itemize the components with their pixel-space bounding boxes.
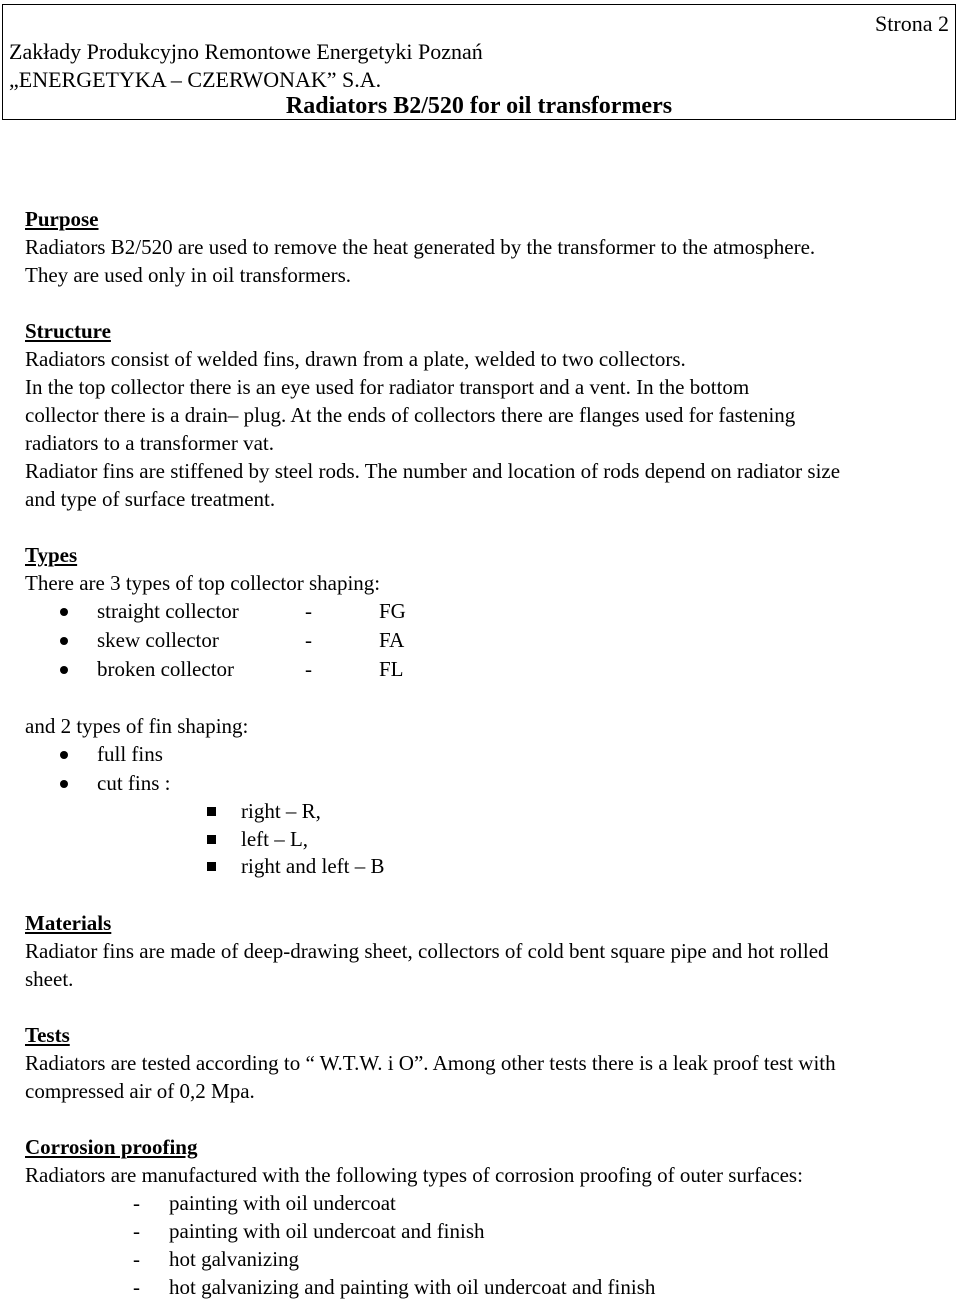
purpose-line: They are used only in oil transformers.: [25, 263, 351, 287]
structure-line: and type of surface treatment.: [25, 487, 276, 511]
list-item: right and left – B: [25, 853, 955, 881]
corrosion-section: [25, 1133, 955, 1301]
cut-fin-types-list: [25, 798, 955, 881]
list-item: full fins: [25, 740, 955, 769]
list-item: - hot galvanizing: [133, 1246, 300, 1271]
structure-line: collector there is a drain– plug. At the ends of collectors there are flanges used for fastening: [25, 403, 796, 427]
types-intro: There are 3 types of top collector shaping:: [25, 571, 381, 595]
page-number: Strona 2: [875, 11, 949, 36]
structure-line: radiators to a transformer vat.: [25, 431, 274, 455]
tests-section: [25, 1021, 955, 1105]
bullet-icon: [60, 608, 68, 616]
structure-line: Radiators consist of welded fins, drawn from a plate, welded to two collectors.: [25, 347, 686, 371]
tests-line: compressed air of 0,2 Mpa.: [25, 1078, 255, 1103]
list-item: - painting with oil undercoat: [133, 1190, 396, 1215]
collector-types-list: [25, 597, 955, 684]
list-item: - hot galvanizing and painting with oil undercoat and finish: [133, 1274, 656, 1299]
materials-line: Radiator fins are made of deep-drawing sheet, collectors of cold bent square pipe and hot rolled: [25, 938, 829, 963]
list-item: skew collector - FA: [25, 626, 955, 655]
list-item: cut fins :: [25, 769, 955, 798]
document-body: [25, 205, 955, 1301]
purpose-line: Radiators B2/520 are used to remove the heat generated by the transformer to the atmosphere.: [25, 235, 816, 259]
materials-heading: Materials: [25, 910, 112, 935]
tests-line: Radiators are tested according to “ W.T.W. i O”. Among other tests there is a leak proof test with: [25, 1050, 836, 1075]
corrosion-heading: Corrosion proofing: [25, 1134, 198, 1159]
square-bullet-icon: [207, 862, 216, 871]
bullet-icon: [60, 780, 68, 788]
structure-heading: Structure: [25, 319, 111, 343]
materials-line: sheet.: [25, 966, 74, 991]
bullet-icon: [60, 666, 68, 674]
materials-section: [25, 909, 955, 993]
purpose-section: [25, 205, 955, 289]
document-header: [2, 4, 956, 120]
list-item: straight collector - FG: [25, 597, 955, 626]
corrosion-intro: Radiators are manufactured with the following types of corrosion proofing of outer surfaces:: [25, 1162, 803, 1187]
bullet-icon: [60, 751, 68, 759]
list-item: - painting with oil undercoat and finish: [133, 1218, 485, 1243]
corrosion-types-list: [25, 1189, 955, 1301]
list-item: right – R,: [25, 798, 955, 826]
types-heading: Types: [25, 543, 78, 567]
structure-line: In the top collector there is an eye used for radiator transport and a vent. In the bottom: [25, 375, 750, 399]
tests-heading: Tests: [25, 1022, 70, 1047]
fin-types-list: [25, 740, 955, 798]
structure-line: Radiator fins are stiffened by steel rods. The number and location of rods depend on radiator size: [25, 459, 841, 483]
list-item: left – L,: [25, 826, 955, 854]
fin-types-intro: and 2 types of fin shaping:: [25, 714, 249, 738]
company-short-name: „ENERGETYKA – CZERWONAK” S.A.: [9, 67, 382, 92]
structure-section: [25, 317, 955, 513]
square-bullet-icon: [207, 835, 216, 844]
company-name: Zakłady Produkcyjno Remontowe Energetyki Poznań: [9, 39, 483, 64]
bullet-icon: [60, 637, 68, 645]
list-item: broken collector - FL: [25, 655, 955, 684]
types-section: [25, 541, 955, 881]
square-bullet-icon: [207, 807, 216, 816]
purpose-heading: Purpose: [25, 207, 99, 231]
document-title: Radiators B2/520 for oil transformers: [285, 93, 673, 119]
